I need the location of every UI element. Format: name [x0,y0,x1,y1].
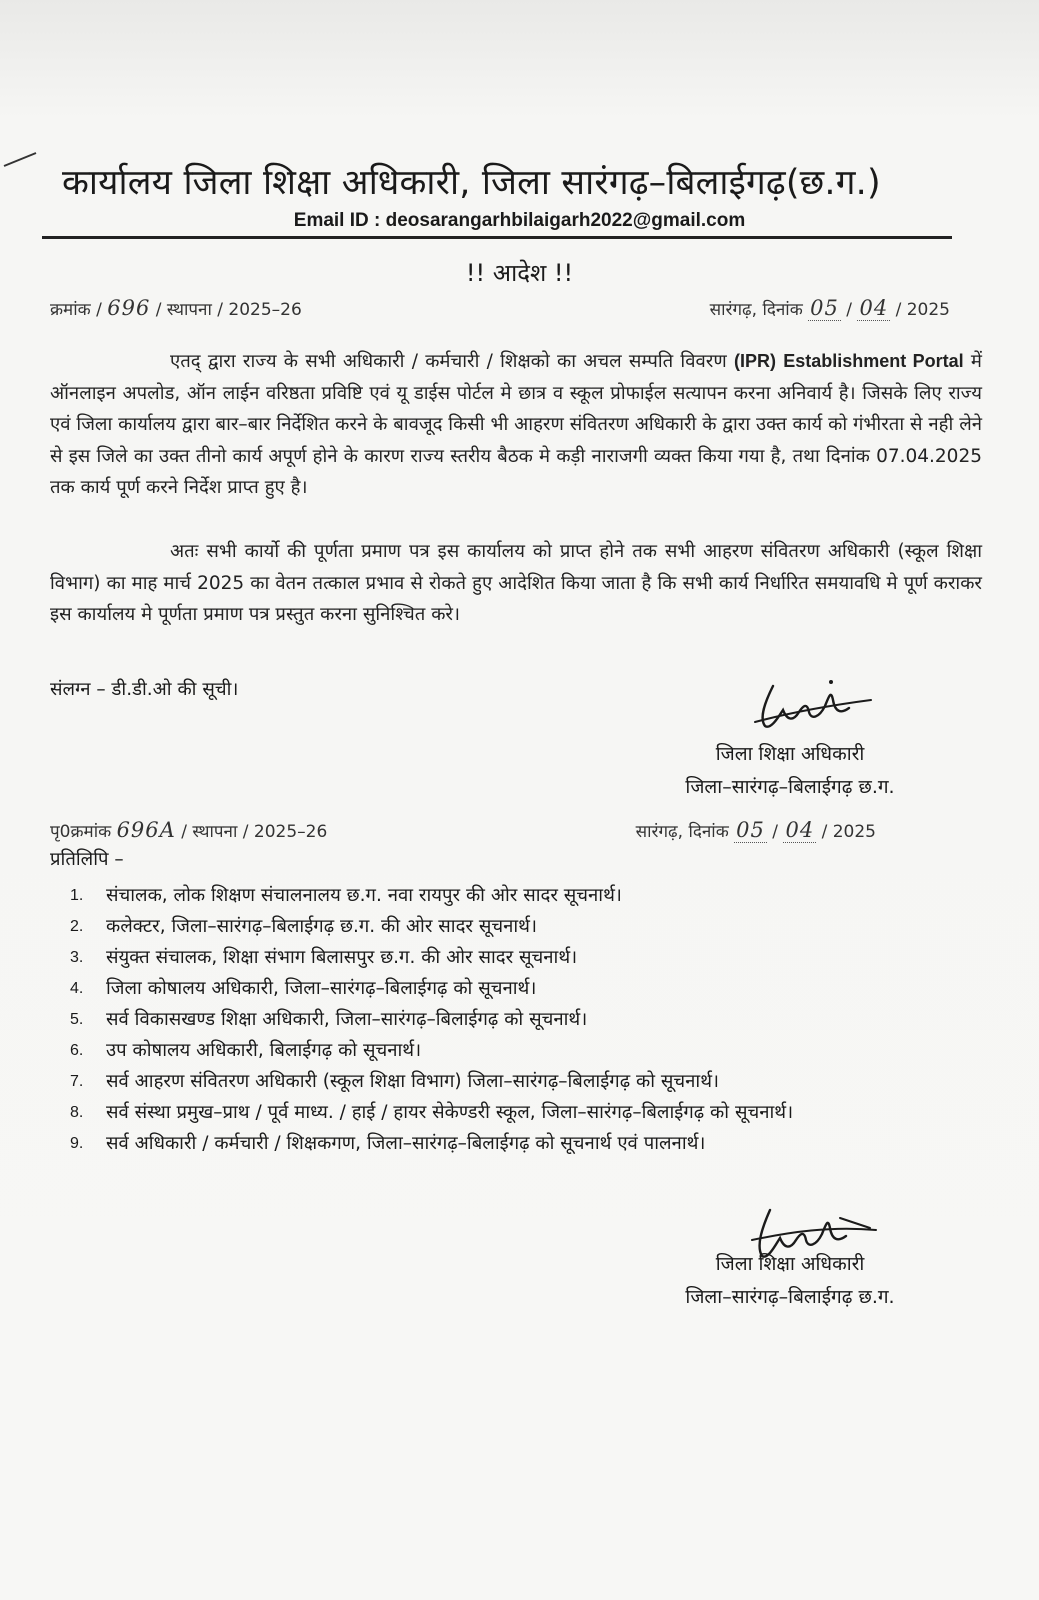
list-item: 4. जिला कोषालय अधिकारी, जिला–सारंगढ़–बिलाईगढ़ को सूचनार्थ। [70,978,537,999]
signature-block-2 [640,1248,940,1314]
order-date: सारंगढ़, दिनांक 05 / 04 / 2025 [709,296,950,320]
list-item: 2. कलेक्टर, जिला–सारंगढ़–बिलाईगढ़ छ.ग. की ओर सादर सूचनार्थ। [70,916,538,937]
copy-date-month: 04 [785,818,815,842]
office-title: कार्यालय जिला शिक्षा अधिकारी, जिला सारंगढ़–बिलाईगढ़(छ.ग.) [62,163,881,203]
order-number: 696 [107,296,151,320]
order-heading: !! आदेश !! [465,259,574,287]
list-item: 3. संयुक्त संचालक, शिक्षा संभाग बिलासपुर छ.ग. की ओर सादर सूचनार्थ। [70,947,578,968]
signatory-location: जिला–सारंगढ़–बिलाईगढ़ छ.ग. [685,1286,895,1308]
signatory-title: जिला शिक्षा अधिकारी [715,1253,865,1275]
order-reference: क्रमांक / 696 / स्थापना / 2025–26 [50,296,302,320]
order-date-day: 05 [810,296,839,320]
list-item: 8. सर्व संस्था प्रमुख–प्राथ / पूर्व माध्य. / हाई / हायर सेकेण्डरी स्कूल, जिला–सारंगढ़–बिलाईगढ़ को सूचनार्थ। [70,1102,794,1123]
list-item: 1. संचालक, लोक शिक्षण संचालनालय छ.ग. नवा रायपुर की ओर सादर सूचनार्थ। [70,885,622,906]
signature-block-1 [640,738,940,804]
enclosure-note: संलग्न – डी.डी.ओ की सूची। [50,679,239,700]
pen-stroke-mark [2,150,38,168]
copy-reference: पृ0क्रमांक 696A / स्थापना / 2025–26 [50,818,328,842]
signatory-title: जिला शिक्षा अधिकारी [715,743,865,765]
copy-number: 696A [116,818,176,842]
establishment-portal-term: Establishment Portal [783,351,964,371]
office-email: Email ID : deosarangarhbilaigarh2022@gmail.com [293,210,746,231]
order-reference-line [50,296,950,326]
copy-to-list [70,880,980,1159]
list-item: 6. उप कोषालय अधिकारी, बिलाईगढ़ को सूचनार्थ। [70,1040,422,1061]
list-item: 9. सर्व अधिकारी / कर्मचारी / शिक्षकगण, जिला–सारंगढ़–बिलाईगढ़ को सूचनार्थ एवं पालनार्थ। [70,1133,706,1154]
signature-1 [745,672,875,734]
copy-to-heading: प्रतिलिपि – [50,849,124,870]
order-date-month: 04 [859,296,889,320]
order-paragraph-2: अतः सभी कार्यो की पूर्णता प्रमाण पत्र इस कार्यालय को प्राप्त होने तक सभी आहरण संवितरण अधिकारी (स्कूल शिक्षा विभाग) का माह मार्च 2025 का वेतन तत्काल प्रभाव से रोकते हुए आदेशित किया जाता है कि सभी कार्य निर्धारित समयावधि मे पूर्ण कराकर इस कार्यालय मे पूर्णता प्रमाण पत्र प्रस्तुत करना सुनिश्चित करे। [50,541,982,625]
list-item: 5. सर्व विकासखण्ड शिक्षा अधिकारी, जिला–सारंगढ़–बिलाईगढ़ को सूचनार्थ। [70,1009,588,1030]
copy-date: सारंगढ़, दिनांक 05 / 04 / 2025 [635,818,876,842]
copy-reference-line [50,818,876,848]
signatory-location: जिला–सारंगढ़–बिलाईगढ़ छ.ग. [685,776,895,798]
copy-date-day: 05 [736,818,765,842]
header-divider [42,236,952,239]
order-paragraph-1: एतद् द्वारा राज्य के सभी अधिकारी / कर्मचारी / शिक्षको का अचल सम्पति विवरण (IPR) Establishment Portal में ऑनलाइन अपलोड, ऑन लाईन वरिष्ठता प्रविष्टि एवं यू डाईस पोर्टल मे छात्र व स्कूल प्रोफाईल सत्यापन करना अनिवार्य है। जिसके लिए राज्य एवं जिला कार्यालय द्वारा बार–बार निर्देशित करने के बावजूद किसी भी आहरण संवितरण अधिकारी के द्वारा उक्त कार्य को गंभीरता से नही लेने से इस जिले का उक्त तीनो कार्य अपूर्ण होने के कारण राज्य स्तरीय बैठक मे कड़ी नाराजगी व्यक्त किया गया है, तथा दिनांक 07.04.2025 तक कार्य पूर्ण करने निर्देश प्राप्त हुए है। [50,351,982,498]
list-item: 7. सर्व आहरण संवितरण अधिकारी (स्कूल शिक्षा विभाग) जिला–सारंगढ़–बिलाईगढ़ को सूचनार्थ। [70,1071,720,1092]
